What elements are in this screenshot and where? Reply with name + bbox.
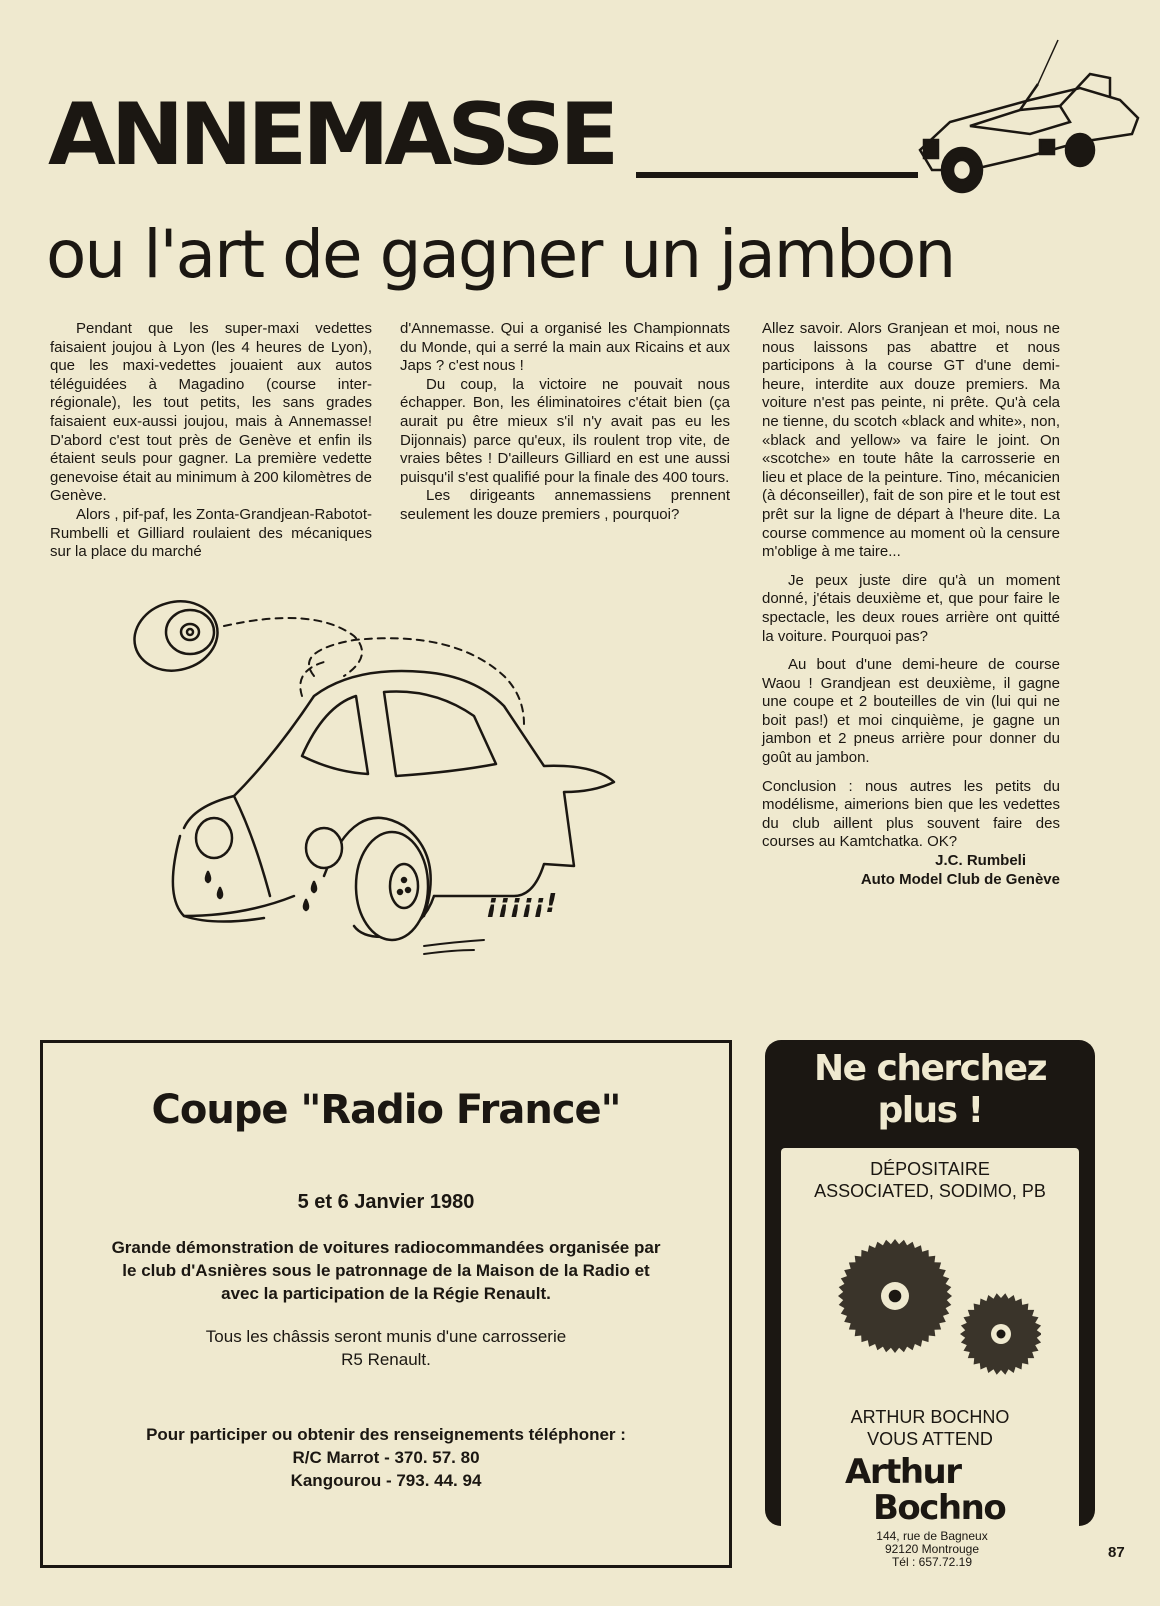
cartoon-caption: ¡¡¡¡¡! [486,889,558,919]
contact-marrot: R/C Marrot - 370. 57. 80 [292,1448,480,1467]
radio-france-advert [40,1040,732,1568]
chassis-note: Tous les châssis seront munis d'une carrosserie R5 Renault. [205,1327,567,1369]
article-column-1 [50,320,372,562]
waiting-message [781,1406,1079,1450]
event-date: 5 et 6 Janvier 1980 [297,1191,475,1213]
article-title: ANNEMASSE [48,85,615,185]
contact-intro: Pour participer ou obtenir des renseignements téléphoner : [146,1425,626,1444]
gear-icon [838,1239,952,1353]
author-signature: J.C. Rumbeli [935,852,1026,870]
gears-illustration [831,1238,1041,1388]
headline-line-2: plus ! [877,1090,983,1131]
title-rule [636,172,918,178]
contact-kangourou: Kangourou - 793. 44. 94 [290,1471,482,1490]
dealer-brands: ASSOCIATED, SODIMO, PB [814,1181,1046,1201]
beetle-car-cartoon [124,596,644,986]
advert-headline [765,1048,1095,1132]
article-column-2 [400,320,730,525]
article-subtitle: ou l'art de gagner un jambon [46,216,955,293]
advert-panel [781,1148,1079,1538]
paragraph: Alors , pif-paf, les Zonta-Grandjean-Rabotot-Rumbelli et Gilliard roulaient des mécaniques sur la place du marché [50,505,372,561]
advert-title: Coupe "Radio France" [151,1087,621,1133]
address-city: 92120 Montrouge [884,1542,980,1556]
paragraph: d'Annemasse. Qui a organisé les Championnats du Monde, qui a serré la main aux Ricains et aux Japs ? c'est nous ! [400,320,730,375]
shop-address [842,1530,1022,1569]
address-phone: Tél : 657.72.19 [891,1555,973,1569]
wait-line-1: ARTHUR BOCHNO [850,1407,1010,1427]
contact-block [43,1423,729,1492]
headline-line-1: Ne cherchez [813,1048,1047,1089]
page-number: 87 [1108,1544,1125,1561]
dealer-label: DÉPOSITAIRE [870,1159,990,1179]
race-car-illustration [910,30,1150,200]
gear-icon [960,1293,1041,1375]
paragraph: Au bout d'une demi-heure de course Waou ! Grandjean est deuxième, il gagne une coupe et 2 bouteilles de vin (lui qui ne boit pas!) et moi cinquième, je gagne un jambon et 2 pneus arrière pour donner du goût au jambon. [762,656,1060,767]
paragraph: Du coup, la victoire ne pouvait nous échapper. Bon, les éliminatoires c'était bien (ça aurait pu être mieux s'il n'y avait pas eu les Dijonnais) parce qu'eux, ils roulent trop vite, de vraies bêtes ! D'ailleurs Gilliard en est une aussi puisqu'il s'est qualifié pour la finale des 400 tours. [400,375,730,486]
address-street: 144, rue de Bagneux [876,1529,988,1543]
arthur-bochno-advert [765,1040,1095,1526]
logo-line-2: Bochno [873,1488,1006,1528]
paragraph: Je peux juste dire qu'à un moment donné, j'étais deuxième et, que pour faire le spectacle, les deux roues arrière ont quitté la voiture. Pourquoi pas? [762,571,1060,645]
paragraph: Conclusion : nous autres les petits du modélisme, aimerions bien que les vedettes du club aillent plus souvent faire des courses au Kamtchatka. OK? [762,777,1060,851]
article-column-3 [762,320,1060,889]
event-description: Grande démonstration de voitures radiocommandées organisée par le club d'Asnières sous le patronnage de la Maison de la Radio et avec la participation de la Régie Renault. [111,1238,661,1303]
paragraph: Les dirigeants annemassiens prennent seulement les douze premiers , pourquoi? [400,487,730,523]
paragraph: Pendant que les super-maxi vedettes faisaient joujou à Lyon (les 4 heures de Lyon), que les maxi-vedettes jouaient aux autos téléguidées à Magadino (course inter-régionale), les tout petits, les sans grades faisaient eux-aussi joujou, mais à Annemasse! D'abord c'est tout près de Genève et enfin ils étaient seuls pour gagner. La première vedette genevoise était au minimum à 200 kilomètres de Genève. [50,320,372,505]
dealer-info [781,1158,1079,1202]
paragraph: Allez savoir. Alors Granjean et moi, nous ne nous laissons pas abattre et nous participons à la course GT d'une demi-heure, interdite aux douze premiers. Ma voiture n'est pas peinte, ni prête. Qu'à cela ne tienne, du scotch «black and white», non, «black and yellow» va faire le joint. On «scotche» en toute hâte la carrosserie en lieu et place de la peinture. Tino, mécanicien (à déconseiller), fait de son pire et le tout est prêt sur la ligne de départ à l'heure dite. La course commence au moment où la censure m'oblige à me taire... [762,320,1060,561]
arthur-bochno-logo [845,1454,1005,1526]
logo-line-1: Arthur [845,1452,961,1492]
wait-line-2: VOUS ATTEND [867,1429,993,1449]
club-signature: Auto Model Club de Genève [860,870,1060,888]
